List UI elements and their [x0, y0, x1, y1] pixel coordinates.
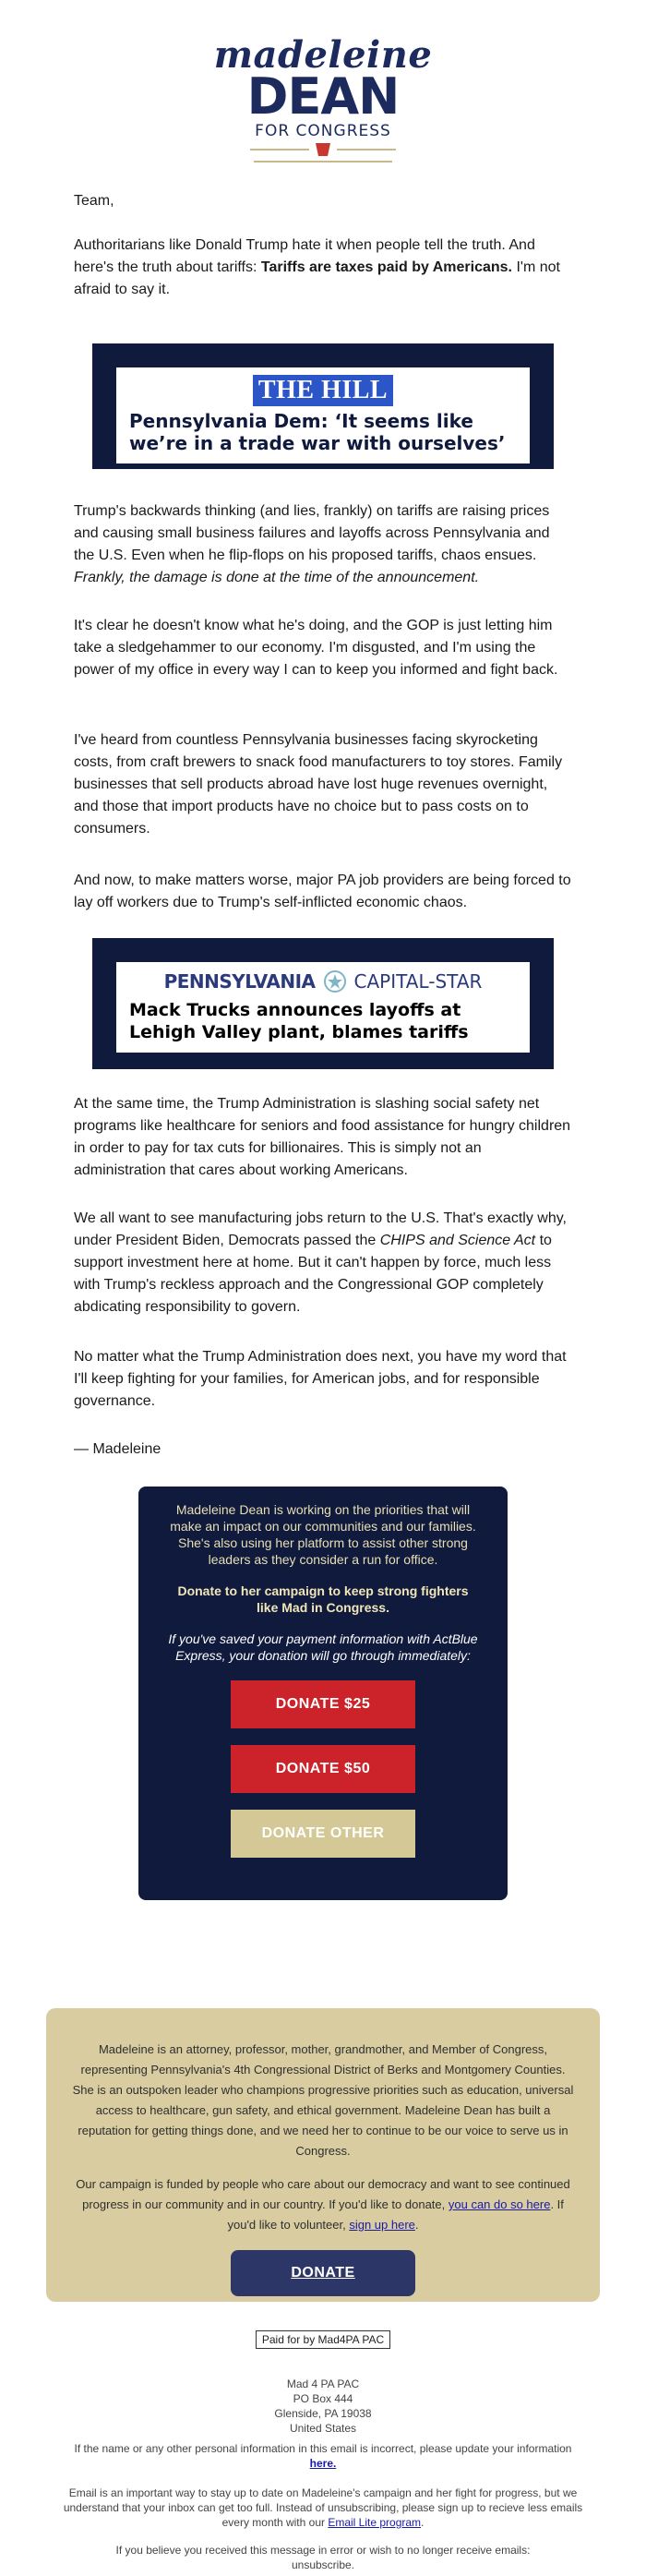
bio-panel: [46, 2008, 600, 2302]
email-lite-text: Email is an important way to stay up to date on Madeleine's campaign and her fight for progress, but we understand that your inbox can get too full. Instead of unsubscribing, please sign up to recieve less emails every month with our Email Lite program.: [63, 2486, 583, 2529]
paragraph-manufacturing: We all want to see manufacturing jobs return to the U.S. That's exactly why, under President Biden, Democrats passed the CHIPS and Science Act to support investment here at home. But it can't happen by force, much less with Trump's reckless approach and the Congressional GOP completely abdicating responsibility to govern.: [74, 1210, 567, 1315]
paragraph-promise: No matter what the Trump Administration does next, you have my word that I'll keep fighting for your families, for American jobs, and for responsible governance.: [74, 1349, 567, 1409]
news-card-the-hill[interactable]: [92, 343, 554, 469]
logo-rule-bottom: [254, 161, 392, 163]
donate-25-button[interactable]: DONATE $25: [231, 1680, 415, 1728]
news-card-capital-star[interactable]: [92, 938, 554, 1069]
bio-text: Madeleine is an attorney, professor, mother, grandmother, and Member of Congress, representing Pennsylvania's 4th Congressional District of Berks and Montgomery Counties. She is an outspoken leader who champions progressive priorities such as education, universal access to healthcare, gun safety, and ethical government. Madeleine Dean has built a reputation for getting things done, and we need her to continue to be our voice to serve us in Congress.: [72, 2042, 574, 2158]
star-icon: [323, 969, 347, 993]
donate-panel: Madeleine Dean is working on the priorities that will make an impact on our communities and our families. She's also using her platform to assist other strong leaders as they consider a run for office. Donate to her campaign to keep strong fighters like Mad in Congress. If you've saved your payment information with ActBlue Express, your donation will go through immediately: DONATE $25 DONATE $50 DONATE OTHER: [138, 1487, 508, 1900]
update-info-text: If the name or any other personal information in this email is incorrect, please update your information here.: [74, 2442, 572, 2470]
the-hill-logo: THE HILL: [253, 375, 393, 406]
paragraph-tariffs: Trump's backwards thinking (and lies, frankly) on tariffs are raising prices and causing small business failures and layoffs across Pennsylvania and the U.S. Even when he flip-flops on his proposed tariffs, chaos ensues. Frankly, the damage is done at the time of the announcement.: [74, 503, 550, 585]
donate-button[interactable]: DONATE: [231, 2250, 415, 2296]
logo-name: DEAN: [246, 67, 400, 126]
campaign-logo: [0, 33, 646, 163]
donate-other-button[interactable]: DONATE OTHER: [231, 1810, 415, 1858]
news-headline: Mack Trucks announces layoffs at Lehigh Valley plant, blames tariffs: [129, 1000, 469, 1042]
logo-script: madeleine: [213, 33, 433, 77]
donate-here-link[interactable]: you can do so here: [448, 2197, 551, 2211]
logo-rule-left: [250, 149, 309, 150]
mailing-address: Mad 4 PA PAC PO Box 444 Glenside, PA 19038 United States: [274, 2377, 372, 2435]
paragraph-gop: It's clear he doesn't know what he's doing, and the GOP is just letting him take a sledgehammer to our economy. I'm disgusted, and I'm using the power of my office in every way I can to keep you informed and fight back.: [74, 618, 558, 678]
signoff: — Madeleine: [74, 1441, 162, 1457]
intro-paragraph: Authoritarians like Donald Trump hate it when people tell the truth. And here's the truth about tariffs: Tariffs are taxes paid by Americans. I'm not afraid to say it.: [74, 237, 560, 297]
update-info-link[interactable]: here.: [309, 2457, 337, 2470]
donate-50-button[interactable]: DONATE $50: [231, 1745, 415, 1793]
capital-star-logo: PENNSYLVANIA CAPITAL-STAR: [163, 970, 483, 993]
unsubscribe-text: If you believe you received this message in error or wish to no longer receive emails: unsubscribe.: [115, 2544, 531, 2571]
paragraph-businesses: I've heard from countless Pennsylvania businesses facing skyrocketing costs, from craft brewers to snack food manufacturers to toy stores. Family businesses that sell products abroad have lost huge revenues overnight, and those that import products have no choice but to pass costs on to consumers.: [74, 732, 563, 837]
logo-rule-right: [337, 149, 396, 150]
logo-tagline: FOR CONGRESS: [255, 122, 391, 140]
volunteer-link[interactable]: sign up here: [349, 2218, 415, 2232]
paragraph-safety-net: At the same time, the Trump Administration is slashing social safety net programs like healthcare for seniors and food assistance for hungry children in order to pay for tax cuts for billionaires. This is simply not an administration that cares about working Americans.: [74, 1096, 571, 1178]
paragraph-layoffs: And now, to make matters worse, major PA job providers are being forced to lay off workers due to Trump's self-inflicted economic chaos.: [74, 873, 571, 910]
unsubscribe-link[interactable]: unsubscribe.: [291, 2558, 355, 2571]
news-headline: Pennsylvania Dem: ‘It seems like we’re in a trade war with ourselves’: [129, 410, 506, 454]
keystone-icon: [315, 142, 331, 157]
email-lite-link[interactable]: Email Lite program: [328, 2516, 422, 2529]
greeting: Team,: [74, 193, 114, 209]
paid-for-disclaimer: Paid for by Mad4PA PAC: [0, 2330, 646, 2349]
funding-text: Our campaign is funded by people who care about our democracy and want to see continued progress in our community and in our country. If you'd like to donate, you can do so here. If you'd like to volunteer, sign up here.: [76, 2177, 570, 2232]
